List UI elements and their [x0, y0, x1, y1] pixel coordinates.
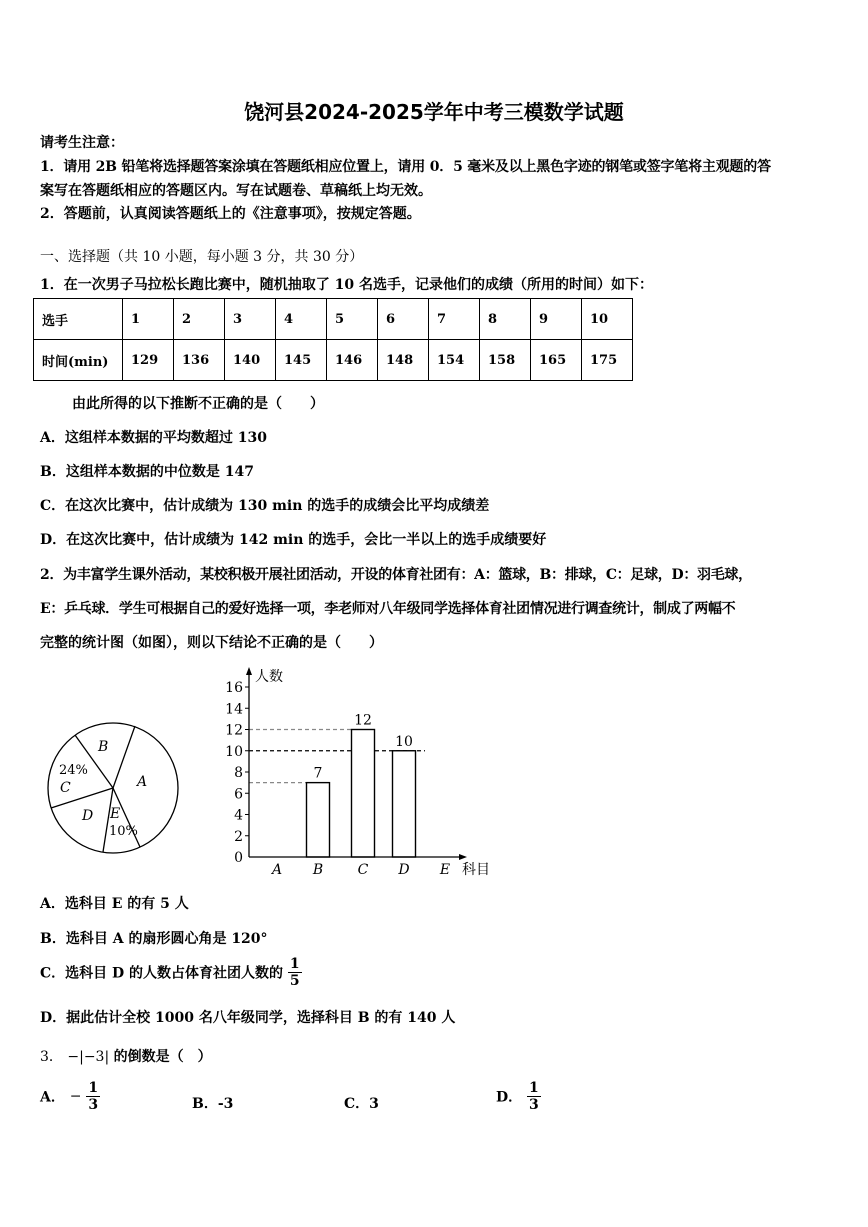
- x-tick-label: B: [312, 862, 324, 878]
- option-label: D．: [496, 1089, 523, 1106]
- x-tick-label: E: [439, 862, 451, 878]
- x-axis-label: 科目: [462, 862, 490, 878]
- minus-sign: −: [69, 1088, 82, 1105]
- q2-stem-line-2: E：乒乓球．学生可根据自己的爱好选择一项，李老师对八年级同学选择体育社团情况进行调查统计，制成了两幅不: [40, 601, 736, 617]
- bar: [352, 730, 375, 858]
- q2-option-d: D．据此估计全校 1000 名八年级同学，选择科目 B 的有 140 人: [40, 1010, 456, 1026]
- pie-pct-c: 24%: [59, 763, 88, 778]
- pie-label-b: B: [98, 739, 109, 755]
- bar-value-label: 12: [354, 712, 372, 729]
- table-cell: 146: [327, 340, 378, 381]
- q3-option-a: [40, 1080, 100, 1113]
- table-cell: 时间(min): [34, 340, 123, 381]
- table-cell: 165: [531, 340, 582, 381]
- x-tick-label: D: [398, 862, 410, 878]
- table-cell: 8: [480, 299, 531, 340]
- y-tick-label: 2: [234, 828, 243, 845]
- y-tick-label: 16: [225, 680, 243, 696]
- y-axis-arrow-icon: [246, 667, 252, 675]
- pie-label-d: D: [82, 808, 94, 824]
- table-cell: 175: [582, 340, 633, 381]
- table-cell: 选手: [34, 299, 123, 340]
- notice-line-1b: 案写在答题纸相应的答题区内。写在试题卷、草稿纸上均无效。: [40, 183, 432, 199]
- x-tick-label: A: [271, 862, 283, 878]
- table-cell: 129: [123, 340, 174, 381]
- table-row: [34, 340, 633, 381]
- table-cell: 148: [378, 340, 429, 381]
- table-cell: 3: [225, 299, 276, 340]
- pie-label-a: A: [137, 774, 148, 790]
- fraction-numerator: 1: [529, 1080, 539, 1096]
- pie-chart: [40, 715, 190, 860]
- table-cell: 140: [225, 340, 276, 381]
- q3-option-c: C．3: [344, 1096, 379, 1112]
- q1-option-b: B．这组样本数据的中位数是 147: [40, 464, 254, 480]
- q2-stem-line-1: 2．为丰富学生课外活动，某校积极开展社团活动，开设的体育社团有：A：篮球，B：排球，C：足球，D：羽毛球，: [40, 567, 752, 583]
- q1-option-a: A．这组样本数据的平均数超过 130: [40, 430, 267, 446]
- bar: [393, 751, 416, 857]
- fraction-denominator: 3: [88, 1097, 99, 1113]
- fraction: [86, 1080, 100, 1113]
- q1-option-c: C．在这次比赛中，估计成绩为 130 min 的选手的成绩会比平均成绩差: [40, 498, 490, 514]
- fraction-numerator: 1: [88, 1080, 99, 1096]
- q2-option-c: [40, 956, 302, 989]
- fraction-denominator: 3: [529, 1097, 539, 1113]
- pie-label-c: C: [60, 780, 71, 796]
- q1-data-table: [33, 298, 633, 381]
- q3-stem: [40, 1046, 212, 1066]
- table-cell: 4: [276, 299, 327, 340]
- table-cell: 154: [429, 340, 480, 381]
- section-heading: 一、选择题（共 10 小题，每小题 3 分，共 30 分）: [40, 249, 364, 265]
- fraction-numerator: 1: [289, 956, 300, 972]
- x-axis-arrow-icon: [459, 854, 467, 860]
- y-tick-label: 14: [225, 701, 243, 718]
- table-cell: 2: [174, 299, 225, 340]
- pie-label-e: E: [110, 806, 121, 822]
- q3-expression: −|−3|: [67, 1049, 110, 1065]
- q1-stem: 1．在一次男子马拉松长跑比赛中，随机抽取了 10 名选手，记录他们的成绩（所用的时间）如下：: [40, 277, 653, 293]
- notice-heading: 请考生注意：: [40, 135, 124, 151]
- q2-option-b: B．选科目 A 的扇形圆心角是 120°: [40, 931, 268, 947]
- q1-option-d: D．在这次比赛中，估计成绩为 142 min 的选手，会比一半以上的选手成绩要好: [40, 532, 547, 548]
- y-tick-label: 6: [234, 786, 243, 803]
- fraction-denominator: 5: [289, 973, 300, 989]
- table-cell: 1: [123, 299, 174, 340]
- pie-divider: [113, 726, 135, 788]
- table-cell: 145: [276, 340, 327, 381]
- bar: [307, 783, 330, 857]
- y-tick-label: 10: [225, 743, 243, 760]
- bar-chart: [205, 660, 500, 885]
- fraction: [527, 1080, 541, 1113]
- y-tick-label: 8: [234, 765, 243, 781]
- y-tick-label: 12: [225, 722, 243, 739]
- q3-number: 3．: [40, 1049, 63, 1065]
- pie-pct-e: 10%: [109, 824, 138, 839]
- q3-option-d: [496, 1080, 541, 1113]
- q1-prompt: 由此所得的以下推断不正确的是（ ）: [72, 396, 324, 412]
- q2-option-c-text: C．选科目 D 的人数占体育社团人数的: [40, 965, 284, 982]
- y-axis-label: 人数: [255, 669, 283, 685]
- q2-stem-line-3: 完整的统计图（如图），则以下结论不正确的是（ ）: [40, 635, 383, 651]
- table-row: [34, 299, 633, 340]
- bar-value-label: 10: [395, 733, 413, 750]
- option-label: A．: [40, 1089, 65, 1106]
- notice-line-2: 2．答题前，认真阅读答题纸上的《注意事项》，按规定答题。: [40, 206, 421, 222]
- page-title: 饶河县2024-2025学年中考三模数学试题: [244, 100, 624, 124]
- q3-option-b: B．-3: [192, 1096, 234, 1112]
- table-cell: 6: [378, 299, 429, 340]
- y-tick-label: 0: [234, 850, 243, 866]
- bar-value-label: 7: [313, 765, 323, 782]
- x-tick-label: C: [357, 862, 369, 878]
- table-cell: 5: [327, 299, 378, 340]
- fraction: [288, 956, 302, 989]
- y-tick-label: 4: [234, 807, 243, 824]
- table-cell: 10: [582, 299, 633, 340]
- table-cell: 7: [429, 299, 480, 340]
- table-cell: 136: [174, 340, 225, 381]
- notice-line-1: 1．请用 2B 铅笔将选择题答案涂填在答题纸相应位置上，请用 0．5 毫米及以上黑色字迹的钢笔或签字笔将主观题的答: [40, 159, 771, 175]
- q3-stem-tail: 的倒数是（ ）: [113, 1049, 212, 1065]
- q2-option-a: A．选科目 E 的有 5 人: [40, 896, 189, 912]
- table-cell: 158: [480, 340, 531, 381]
- table-cell: 9: [531, 299, 582, 340]
